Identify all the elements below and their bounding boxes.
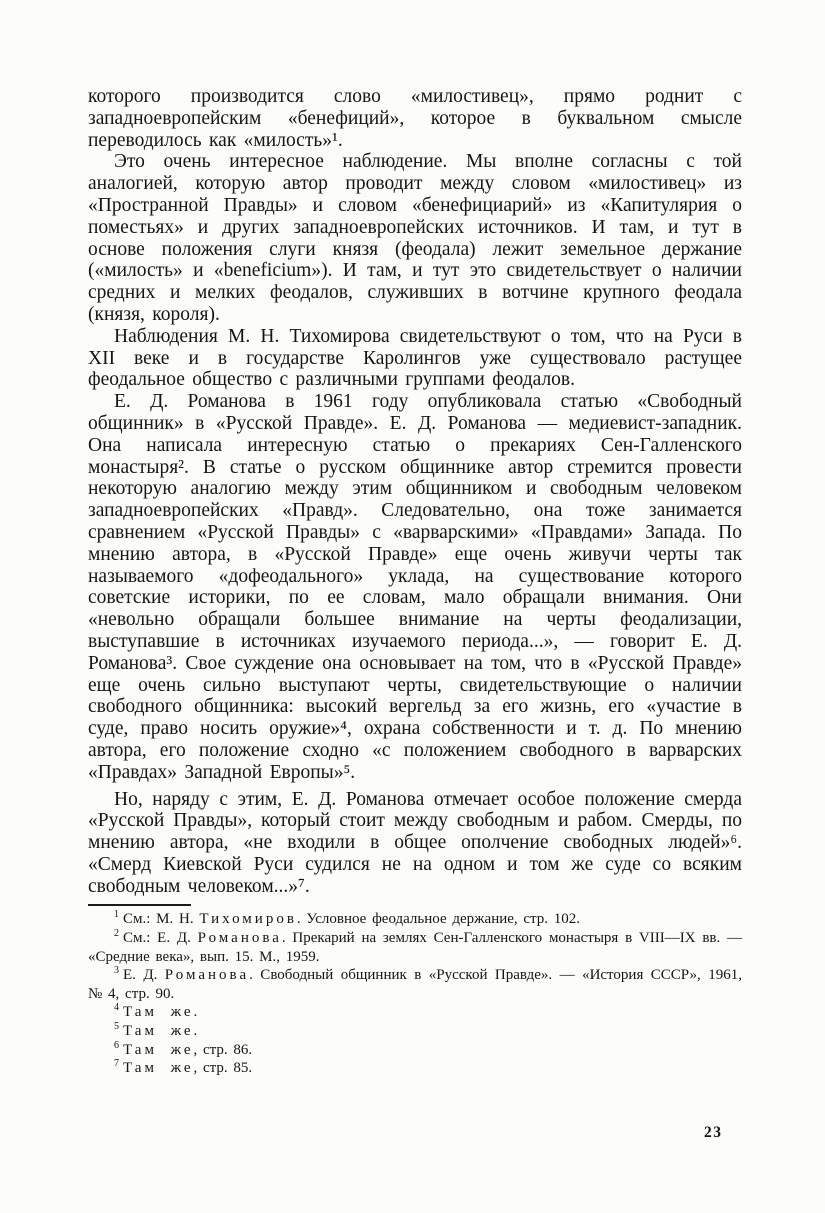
page-content [88,86,742,1078]
footnote-text: См.: М. Н. [123,911,200,928]
footnotes [88,910,742,1077]
footnote-separator [88,904,191,906]
footnote-marker: 3 [114,965,119,977]
footnote [88,1059,742,1078]
body-text [88,86,742,897]
paragraph: Это очень интересное наблюдение. Мы вполне согласны с той аналогией, которую автор проводит между словом «милостивец» из «Пространной Правды» и словом «бенефициарий» из «Капитулярия о поместьях» и других западноевропейских источников. И там, и тут в основе положения слуги князя (феодала) лежит земельное держание («милость» и «beneficium»). И там, и тут это свидетельствует о наличии средних и мелких феодалов, служивших в вотчине крупного феодала (князя, короля). [88,151,742,325]
footnote [88,966,742,1003]
footnote [88,910,742,929]
footnote-text: . Свободный общинник в «Русской Правде». — «История СССР», 1961, № 4, стр. 90. [88,967,742,1002]
footnote-author: Там же [123,1041,194,1058]
footnote-author: Там же [123,1004,194,1021]
footnote-text: См.: Е. Д. [123,930,198,947]
footnote-marker: 2 [114,928,119,940]
footnote [88,1003,742,1022]
footnote [88,929,742,966]
footnote-text: . [193,1004,198,1021]
paragraph: Наблюдения М. Н. Тихомирова свидетельствуют о том, что на Руси в XII веке и в государстве Каролингов уже существовало растущее феодальное общество с различными группами феодалов. [88,325,742,391]
footnote-text: , стр. 85. [193,1060,253,1077]
footnote-author: Там же [123,1060,194,1077]
footnote-author: Там же [123,1023,194,1040]
page-number: 23 [704,1124,723,1141]
footnote [88,1041,742,1060]
footnote-text: . Прекарий на землях Сен-Галленского монастыря в VIII—IX вв. — «Средние века», вып. 15. М., 1959. [88,930,742,965]
footnote-marker: 4 [114,1002,119,1014]
footnote-text: , стр. 86. [193,1041,253,1058]
footnote-author: Тихомиров [199,911,297,928]
paragraph: Но, наряду с этим, Е. Д. Романова отмечает особое положение смерда «Русской Правды», который стоит между свободным и рабом. Смерды, по мнению автора, «не входили в общее ополчение свободных людей»⁶. «Смерд Киевской Руси судился не на одном и том же суде со всяким свободным человеком...»⁷. [88,788,742,897]
footnote-author: Романова [164,967,250,984]
footnote [88,1022,742,1041]
paragraph: Е. Д. Романова в 1961 году опубликовала статью «Свободный общинник» в «Русской Правде». Е. Д. Романова — медиевист-западник. Она написала интересную статью о прекариях Сен-Галленского монастыря². В статье о русском общиннике автор стремится провести некоторую аналогию между этим общинником и свободным человеком западноевропейских «Правд». Следовательно, она тоже занимается сравнением «Русской Правды» с «варварскими» «Правдами» Запада. По мнению автора, в «Русской Правде» еще очень живучи черты так называемого «дофеодального» уклада, на существование которого советские историки, по ее словам, мало обращали внимания. Они «невольно обращали большее внимание на черты феодализации, выступавшие в источниках изучаемого периода...», — говорит Е. Д. Романова³. Свое суждение она основывает на том, что в «Русской Правде» еще очень сильно выступают черты, свидетельствующие о наличии свободного общинника: высокий вергельд за его жизнь, его «участие в суде, право носить оружие»⁴, охрана собственности и т. д. По мнению автора, его положение сходно «с положением свободного в варварских «Правдах» Западной Европы»⁵. [88,391,742,783]
footnote-marker: 7 [114,1058,119,1070]
paragraph: которого производится слово «милостивец», прямо роднит с западноевропейским «бенефиций», которое в буквальном смысле переводилось как «милость»¹. [88,86,742,151]
footnote-marker: 6 [114,1039,119,1051]
footnote-text: Е. Д. [123,967,165,984]
footnote-text: . Условное феодальное держание, стр. 102. [296,911,581,928]
footnote-author: Романова [197,930,282,947]
footnote-text: . [193,1023,198,1040]
footnote-marker: 5 [114,1021,119,1033]
footnote-marker: 1 [114,909,119,921]
